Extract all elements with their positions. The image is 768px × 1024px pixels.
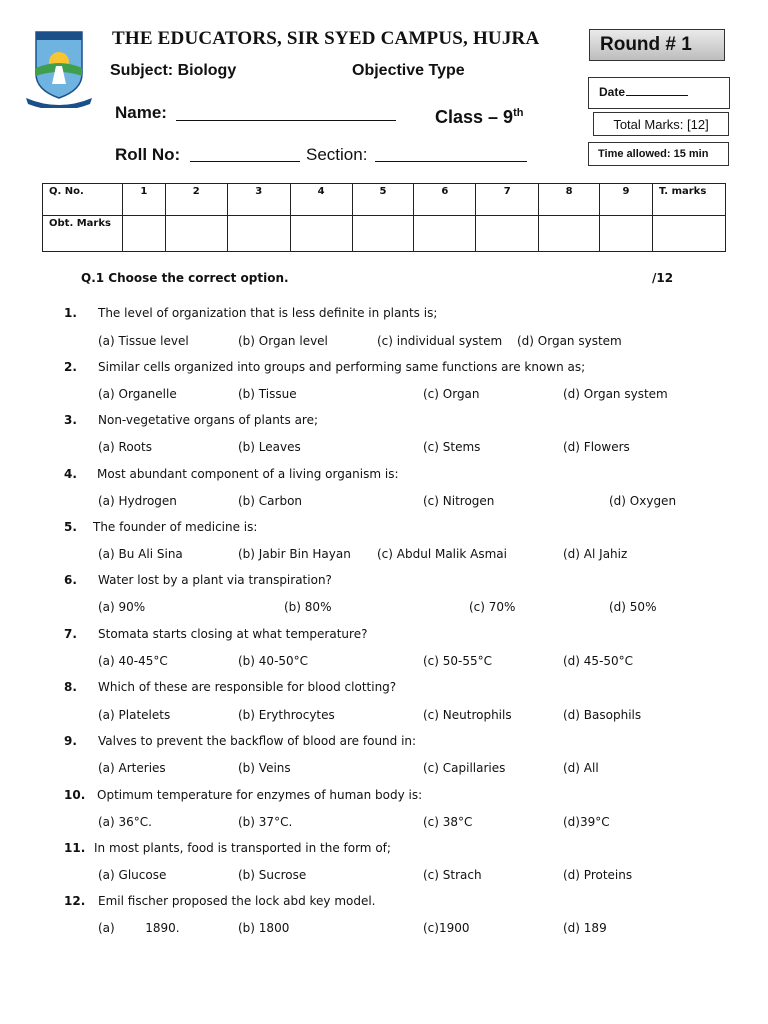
question-number-row <box>43 184 726 216</box>
section-total: /12 <box>652 271 674 285</box>
school-title: THE EDUCATORS, SIR SYED CAMPUS, HUJRA <box>112 28 540 49</box>
logo-shield-icon <box>22 22 96 108</box>
class-label: Class – 9th <box>435 107 524 127</box>
question-number: 8. <box>64 680 77 694</box>
name-field[interactable] <box>176 120 396 121</box>
qno-cell: 5 <box>352 184 414 216</box>
option-b[interactable]: (b) Organ level <box>238 334 328 348</box>
option-a[interactable]: (a) Organelle <box>98 387 177 401</box>
date-box <box>588 77 730 109</box>
round-badge: Round # 1 <box>589 29 725 61</box>
option-c[interactable]: (c) Abdul Malik Asmai <box>377 547 507 561</box>
option-d[interactable]: (d) Oxygen <box>609 494 677 508</box>
option-d[interactable]: (d) Proteins <box>563 868 633 882</box>
option-c[interactable]: (c)1900 <box>423 921 470 935</box>
option-a[interactable]: (a) Roots <box>98 440 152 454</box>
obt-marks-cell[interactable] <box>600 216 653 252</box>
question-text: Emil fischer proposed the lock abd key model. <box>98 894 376 908</box>
obt-total-cell[interactable] <box>652 216 725 252</box>
qno-cell: 8 <box>539 184 600 216</box>
roll-no-field[interactable] <box>190 161 300 162</box>
option-d[interactable]: (d) Organ system <box>517 334 622 348</box>
total-marks: Total Marks: [12] <box>593 112 729 136</box>
qno-cell: 9 <box>600 184 653 216</box>
option-b[interactable]: (b) 40-50°C <box>238 654 309 668</box>
question-number: 5. <box>64 520 77 534</box>
obt-marks-cell[interactable] <box>476 216 539 252</box>
roll-no-label: Roll No: <box>115 145 181 164</box>
question-text: Water lost by a plant via transpiration? <box>98 573 332 587</box>
question-text: The level of organization that is less definite in plants is; <box>98 306 438 320</box>
option-a[interactable]: (a) 1890. <box>98 921 180 935</box>
option-b[interactable]: (b) 37°C. <box>238 815 293 829</box>
obtained-marks-row <box>43 216 726 252</box>
option-b[interactable]: (b) Veins <box>238 761 291 775</box>
option-a[interactable]: (a) 40-45°C <box>98 654 168 668</box>
question-number: 7. <box>64 627 77 641</box>
qno-cell: 7 <box>476 184 539 216</box>
question-number: 10. <box>64 788 86 802</box>
question-number: 3. <box>64 413 77 427</box>
question-text: Non-vegetative organs of plants are; <box>98 413 319 427</box>
option-c[interactable]: (c) Organ <box>423 387 480 401</box>
option-a[interactable]: (a) Platelets <box>98 708 171 722</box>
qno-cell: 1 <box>122 184 165 216</box>
option-a[interactable]: (a) Tissue level <box>98 334 189 348</box>
option-c[interactable]: (c) Neutrophils <box>423 708 512 722</box>
question-number: 2. <box>64 360 77 374</box>
obt-marks-cell[interactable] <box>414 216 476 252</box>
option-a[interactable]: (a) 90% <box>98 600 146 614</box>
section-heading: Q.1 Choose the correct option. <box>81 271 289 285</box>
question-number: 11. <box>64 841 86 855</box>
qno-cell: 3 <box>227 184 290 216</box>
option-d[interactable]: (d) Organ system <box>563 387 668 401</box>
question-text: Stomata starts closing at what temperature? <box>98 627 368 641</box>
qno-cell: 4 <box>290 184 352 216</box>
option-c[interactable]: (c) individual system <box>377 334 503 348</box>
section-label: Section: <box>306 145 368 164</box>
date-label: Date <box>599 85 626 99</box>
question-text: Most abundant component of a living organism is: <box>97 467 399 481</box>
option-d[interactable]: (d) All <box>563 761 599 775</box>
question-number: 12. <box>64 894 86 908</box>
option-b[interactable]: (b) Carbon <box>238 494 303 508</box>
option-a[interactable]: (a) Arteries <box>98 761 166 775</box>
option-c[interactable]: (c) Capillaries <box>423 761 506 775</box>
option-a[interactable]: (a) Hydrogen <box>98 494 177 508</box>
option-b[interactable]: (b) Jabir Bin Hayan <box>238 547 351 561</box>
option-b[interactable]: (b) 80% <box>284 600 332 614</box>
question-text: Which of these are responsible for blood clotting? <box>98 680 397 694</box>
option-d[interactable]: (d) 45-50°C <box>563 654 634 668</box>
option-c[interactable]: (c) Nitrogen <box>423 494 495 508</box>
option-b[interactable]: (b) Erythrocytes <box>238 708 335 722</box>
qno-header: Q. No. <box>43 184 123 216</box>
option-d[interactable]: (d) 189 <box>563 921 607 935</box>
option-c[interactable]: (c) 50-55°C <box>423 654 493 668</box>
option-b[interactable]: (b) 1800 <box>238 921 290 935</box>
obt-marks-cell[interactable] <box>290 216 352 252</box>
question-number: 4. <box>64 467 77 481</box>
paper-type-label: Objective Type <box>352 62 465 79</box>
option-a[interactable]: (a) Glucose <box>98 868 167 882</box>
qno-cell: 2 <box>165 184 227 216</box>
obt-marks-header: Obt. Marks <box>43 216 123 252</box>
obt-marks-cell[interactable] <box>122 216 165 252</box>
obt-marks-cell[interactable] <box>539 216 600 252</box>
option-d[interactable]: (d) 50% <box>609 600 657 614</box>
question-text: The founder of medicine is: <box>93 520 258 534</box>
name-label: Name: <box>115 103 167 122</box>
school-logo <box>22 22 96 108</box>
option-c[interactable]: (c) 38°C <box>423 815 473 829</box>
question-text: In most plants, food is transported in the form of; <box>94 841 391 855</box>
option-c[interactable]: (c) Strach <box>423 868 482 882</box>
question-text: Similar cells organized into groups and performing same functions are known as; <box>98 360 586 374</box>
obt-marks-cell[interactable] <box>165 216 227 252</box>
option-d[interactable]: (d) Basophils <box>563 708 642 722</box>
total-marks-header: T. marks <box>652 184 725 216</box>
option-b[interactable]: (b) Leaves <box>238 440 301 454</box>
option-d[interactable]: (d) Flowers <box>563 440 630 454</box>
time-allowed: Time allowed: 15 min <box>588 142 729 166</box>
marks-table <box>42 183 726 252</box>
obt-marks-cell[interactable] <box>352 216 414 252</box>
question-text: Valves to prevent the backflow of blood are found in: <box>98 734 417 748</box>
option-b[interactable]: (b) Tissue <box>238 387 297 401</box>
option-c[interactable]: (c) 70% <box>469 600 516 614</box>
subject-label: Subject: Biology <box>110 62 237 79</box>
qno-cell: 6 <box>414 184 476 216</box>
option-d[interactable]: (d)39°C <box>563 815 610 829</box>
question-number: 6. <box>64 573 77 587</box>
question-number: 9. <box>64 734 77 748</box>
section-field[interactable] <box>375 161 527 162</box>
option-b[interactable]: (b) Sucrose <box>238 868 307 882</box>
obt-marks-cell[interactable] <box>227 216 290 252</box>
option-a[interactable]: (a) Bu Ali Sina <box>98 547 183 561</box>
option-a[interactable]: (a) 36°C. <box>98 815 152 829</box>
question-text: Optimum temperature for enzymes of human body is: <box>97 788 423 802</box>
question-number: 1. <box>64 306 77 320</box>
date-field[interactable] <box>626 95 688 96</box>
option-c[interactable]: (c) Stems <box>423 440 481 454</box>
option-d[interactable]: (d) Al Jahiz <box>563 547 628 561</box>
